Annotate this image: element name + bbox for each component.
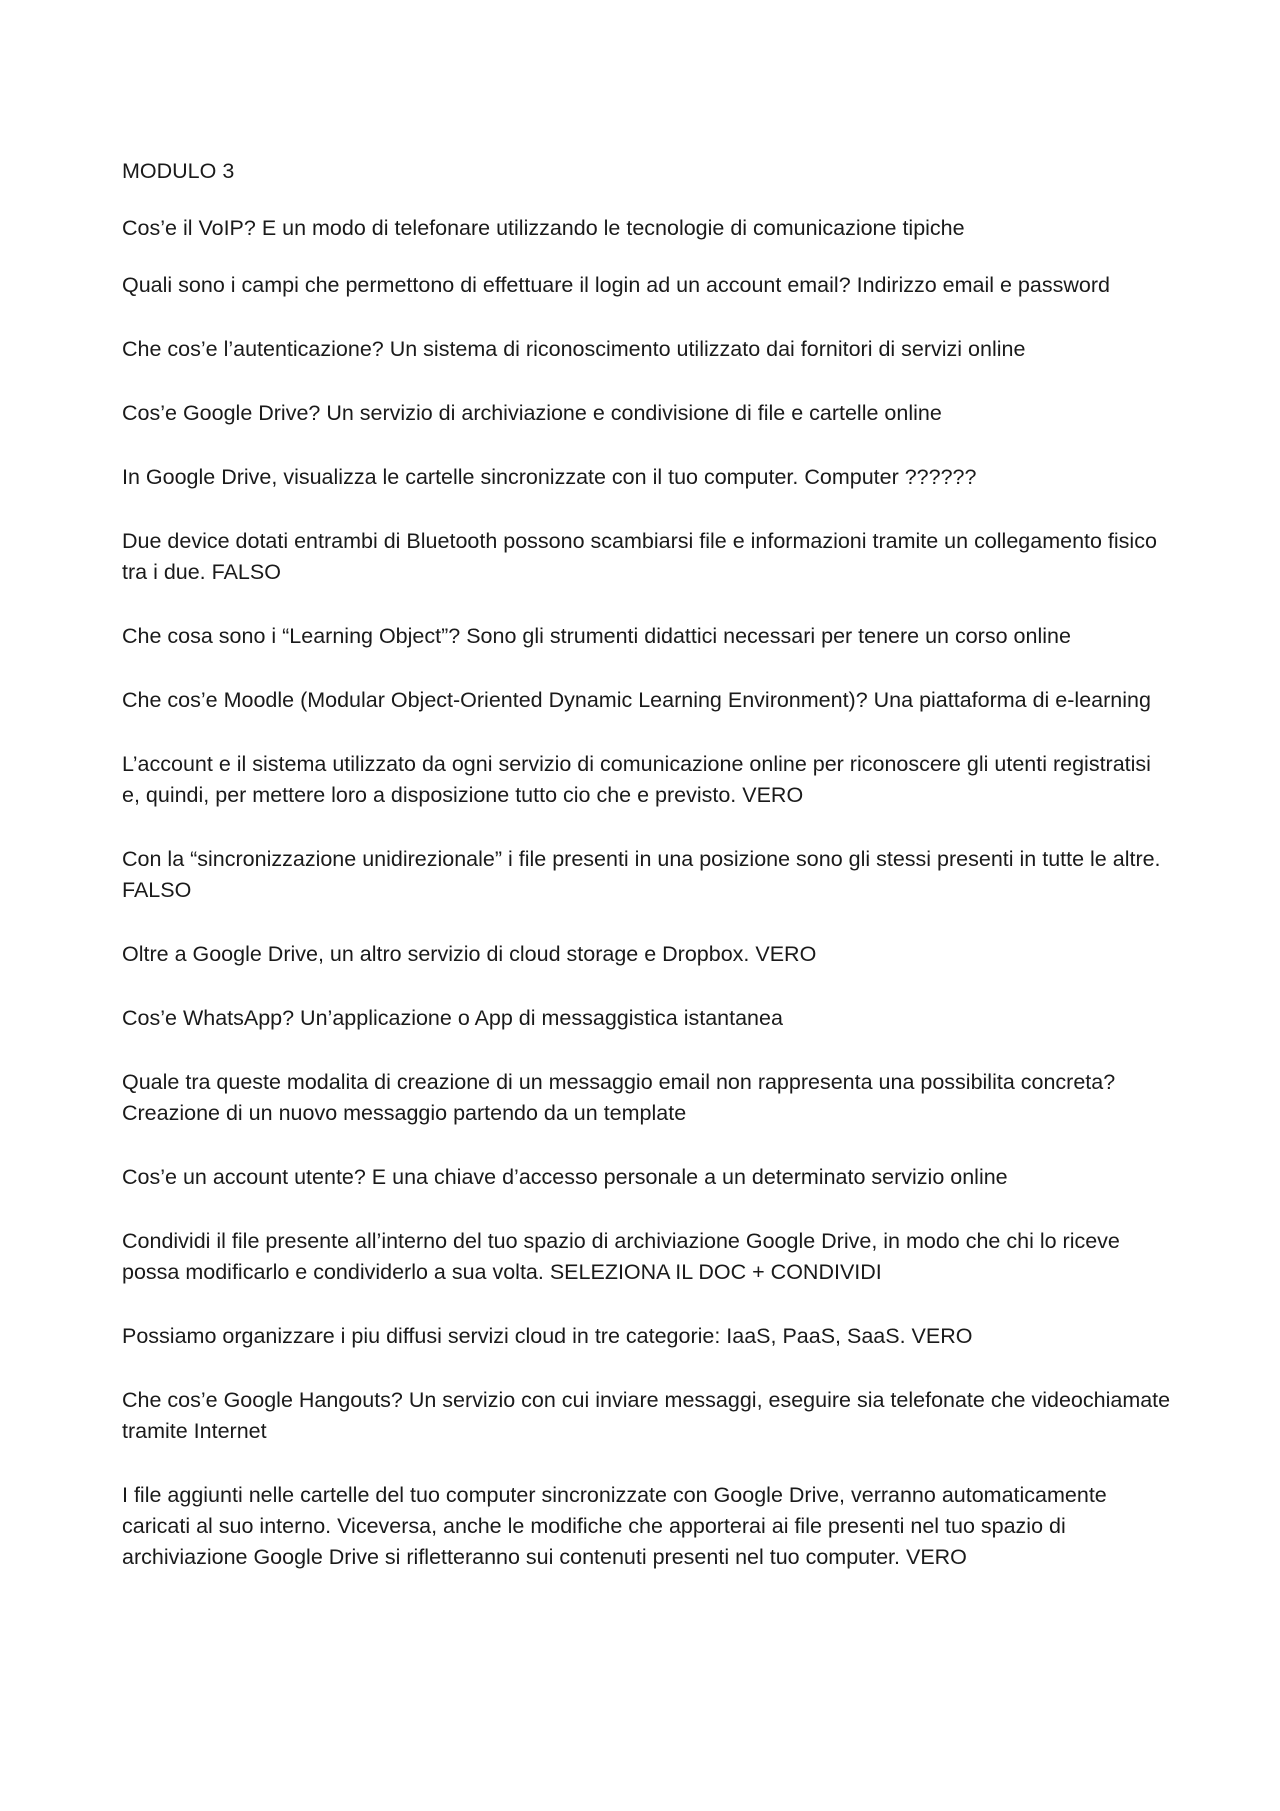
paragraph-voip: Cos’e il VoIP? E un modo di telefonare utilizzando le tecnologie di comunicazione tipiche xyxy=(122,216,965,240)
paragraph-whatsapp: Cos’e WhatsApp? Un’applicazione o App di messaggistica istantanea xyxy=(122,1006,783,1030)
paragraph-learning-object: Che cosa sono i “Learning Object”? Sono gli strumenti didattici necessari per tenere un corso online xyxy=(122,624,1071,648)
paragraph-authentication: Che cos’e l’autenticazione? Un sistema di riconoscimento utilizzato dai fornitori di servizi online xyxy=(122,337,1026,361)
paragraph-share-file: Condividi il file presente all’interno del tuo spazio di archiviazione Google Drive, in modo che chi lo riceve possa modificarlo e condividerlo a sua volta. SELEZIONA IL DOC + CONDIVIDI xyxy=(122,1229,1120,1284)
paragraph-sync-unidirectional: Con la “sincronizzazione unidirezionale” i file presenti in una posizione sono gli stessi presenti in tutte le altre. FALSO xyxy=(122,847,1161,902)
paragraph-synced-folders: In Google Drive, visualizza le cartelle sincronizzate con il tuo computer. Computer ?????? xyxy=(122,465,977,489)
paragraph-moodle: Che cos’e Moodle (Modular Object-Oriented Dynamic Learning Environment)? Una piattaforma di e-learning xyxy=(122,688,1151,712)
paragraph-google-drive: Cos’e Google Drive? Un servizio di archiviazione e condivisione di file e cartelle online xyxy=(122,401,942,425)
paragraph-user-account: Cos’e un account utente? E una chiave d’accesso personale a un determinato servizio online xyxy=(122,1165,1008,1189)
document-body xyxy=(122,156,1172,1606)
document-title: MODULO 3 xyxy=(122,159,235,183)
paragraph-dropbox: Oltre a Google Drive, un altro servizio di cloud storage e Dropbox. VERO xyxy=(122,942,817,966)
paragraph-email-creation: Quale tra queste modalita di creazione di un messaggio email non rappresenta una possibilita concreta? Creazione di un nuovo messaggio partendo da un template xyxy=(122,1070,1116,1125)
paragraph-account-system: L’account e il sistema utilizzato da ogni servizio di comunicazione online per riconoscere gli utenti registratisi e, quindi, per mettere loro a disposizione tutto cio che e previsto. VERO xyxy=(122,752,1151,807)
paragraph-login-fields: Quali sono i campi che permettono di effettuare il login ad un account email? Indirizzo email e password xyxy=(122,273,1110,297)
paragraph-drive-sync: I file aggiunti nelle cartelle del tuo computer sincronizzate con Google Drive, verranno automaticamente caricati al suo interno. Viceversa, anche le modifiche che apporterai ai file presenti nel tuo spazio di archiviazione Google Drive si rifletteranno sui contenuti presenti nel tuo computer. VERO xyxy=(122,1483,1107,1569)
paragraph-bluetooth: Due device dotati entrambi di Bluetooth possono scambiarsi file e informazioni tramite un collegamento fisico tra i due. FALSO xyxy=(122,529,1157,584)
paragraph-cloud-categories: Possiamo organizzare i piu diffusi servizi cloud in tre categorie: IaaS, PaaS, SaaS. VERO xyxy=(122,1324,973,1348)
paragraph-hangouts: Che cos’e Google Hangouts? Un servizio con cui inviare messaggi, eseguire sia telefonate che videochiamate tramite Internet xyxy=(122,1388,1171,1443)
